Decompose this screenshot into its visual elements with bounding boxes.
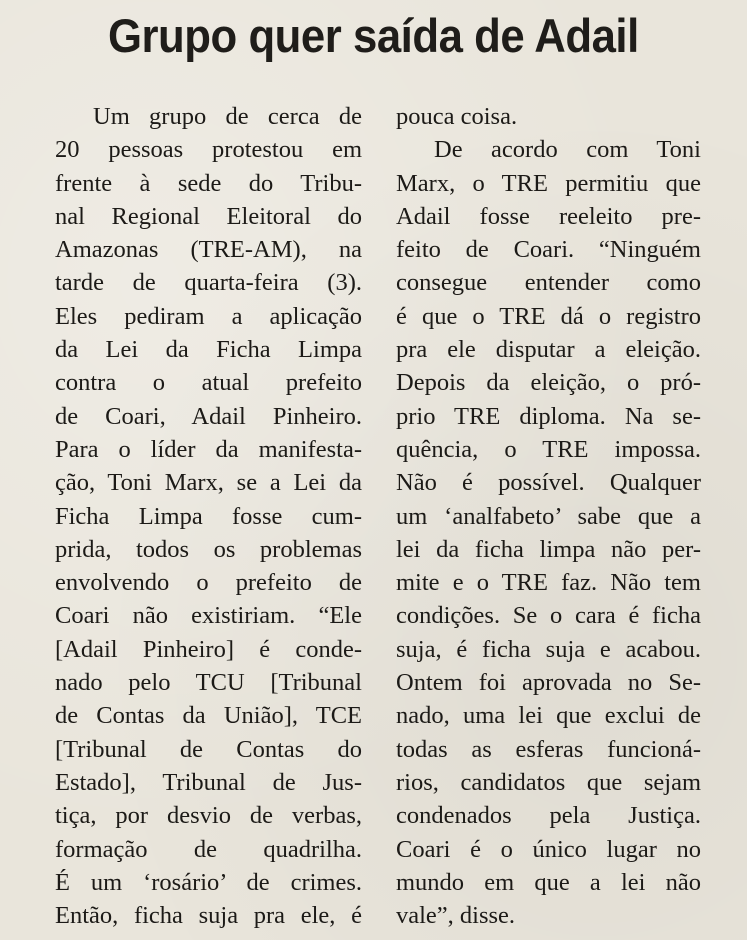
article-line: É um ‘rosário’ de crimes. bbox=[55, 868, 362, 896]
article-line: de Coari, Adail Pinheiro. bbox=[55, 402, 362, 430]
article-line: frente à sede do Tribu- bbox=[55, 169, 362, 197]
article-line: Amazonas (TRE-AM), na bbox=[55, 236, 362, 264]
article-line: vale”, disse. bbox=[396, 902, 516, 930]
article-line: Um grupo de cerca de bbox=[93, 103, 362, 130]
article-line: nal Regional Eleitoral do bbox=[55, 202, 362, 230]
article-line: De acordo com Toni bbox=[434, 136, 701, 164]
article-line: consegue entender como bbox=[396, 269, 701, 297]
article-line: um ‘analfabeto’ sabe que a bbox=[396, 502, 701, 530]
article-line: feito de Coari. “Ninguém bbox=[396, 236, 701, 264]
article-line: tiça, por desvio de verbas, bbox=[55, 802, 362, 830]
bleed-through-left bbox=[0, 60, 34, 920]
article-line: ção, Toni Marx, se a Lei da bbox=[55, 469, 362, 497]
article-line: pra ele disputar a eleição. bbox=[396, 336, 701, 364]
article-line: Ontem foi aprovada no Se- bbox=[396, 669, 701, 697]
article-line: Marx, o TRE permitiu que bbox=[396, 169, 701, 197]
article-line: prida, todos os problemas bbox=[55, 535, 362, 563]
article-line: rios, candidatos que sejam bbox=[396, 768, 701, 796]
article-line: pouca coisa. bbox=[396, 103, 518, 130]
article-line: de Contas da União], TCE bbox=[55, 702, 362, 730]
article-line: Eles pediram a aplicação bbox=[55, 302, 362, 330]
article-line: Não é possível. Qualquer bbox=[396, 469, 701, 497]
article-line: tarde de quarta-feira (3). bbox=[55, 269, 362, 297]
article-line: Ficha Limpa fosse cum- bbox=[55, 502, 362, 530]
article-line: da Lei da Ficha Limpa bbox=[55, 336, 362, 364]
article-line: nado, uma lei que exclui de bbox=[396, 702, 701, 730]
article-line: contra o atual prefeito bbox=[55, 369, 362, 397]
article-line: [Adail Pinheiro] é conde- bbox=[55, 635, 362, 663]
article-line: é que o TRE dá o registro bbox=[396, 302, 701, 330]
article-line: nado pelo TCU [Tribunal bbox=[55, 669, 362, 697]
article-line: Adail fosse reeleito pre- bbox=[396, 202, 701, 230]
article-line: Coari não existiriam. “Ele bbox=[55, 602, 362, 630]
headline: Grupo quer saída de Adail bbox=[107, 9, 639, 62]
article-line: Estado], Tribunal de Jus- bbox=[55, 768, 362, 796]
article-line: formação de quadrilha. bbox=[55, 835, 362, 863]
article-line: Depois da eleição, o pró- bbox=[396, 369, 701, 397]
article-line: 20 pessoas protestou em bbox=[55, 136, 362, 164]
article-line: quência, o TRE impossa. bbox=[396, 435, 701, 463]
article-line: [Tribunal de Contas do bbox=[55, 735, 362, 763]
article-line: mundo em que a lei não bbox=[396, 868, 701, 896]
article-line: condições. Se o cara é ficha bbox=[396, 602, 701, 630]
article-column-left bbox=[55, 100, 362, 932]
article-line: todas as esferas funcioná- bbox=[396, 735, 701, 763]
article-line: prio TRE diploma. Na se- bbox=[396, 402, 701, 430]
article-line: Então, ficha suja pra ele, é bbox=[55, 902, 362, 930]
article-line: Coari é o único lugar no bbox=[396, 835, 701, 863]
article-line: condenados pela Justiça. bbox=[396, 802, 701, 830]
article-line: envolvendo o prefeito de bbox=[55, 569, 362, 597]
article-column-right bbox=[396, 100, 701, 932]
article-line: lei da ficha limpa não per- bbox=[396, 535, 701, 563]
article-line: mite e o TRE faz. Não tem bbox=[396, 569, 701, 597]
article-line: Para o líder da manifesta- bbox=[55, 435, 362, 463]
article-line: suja, é ficha suja e acabou. bbox=[396, 635, 701, 663]
